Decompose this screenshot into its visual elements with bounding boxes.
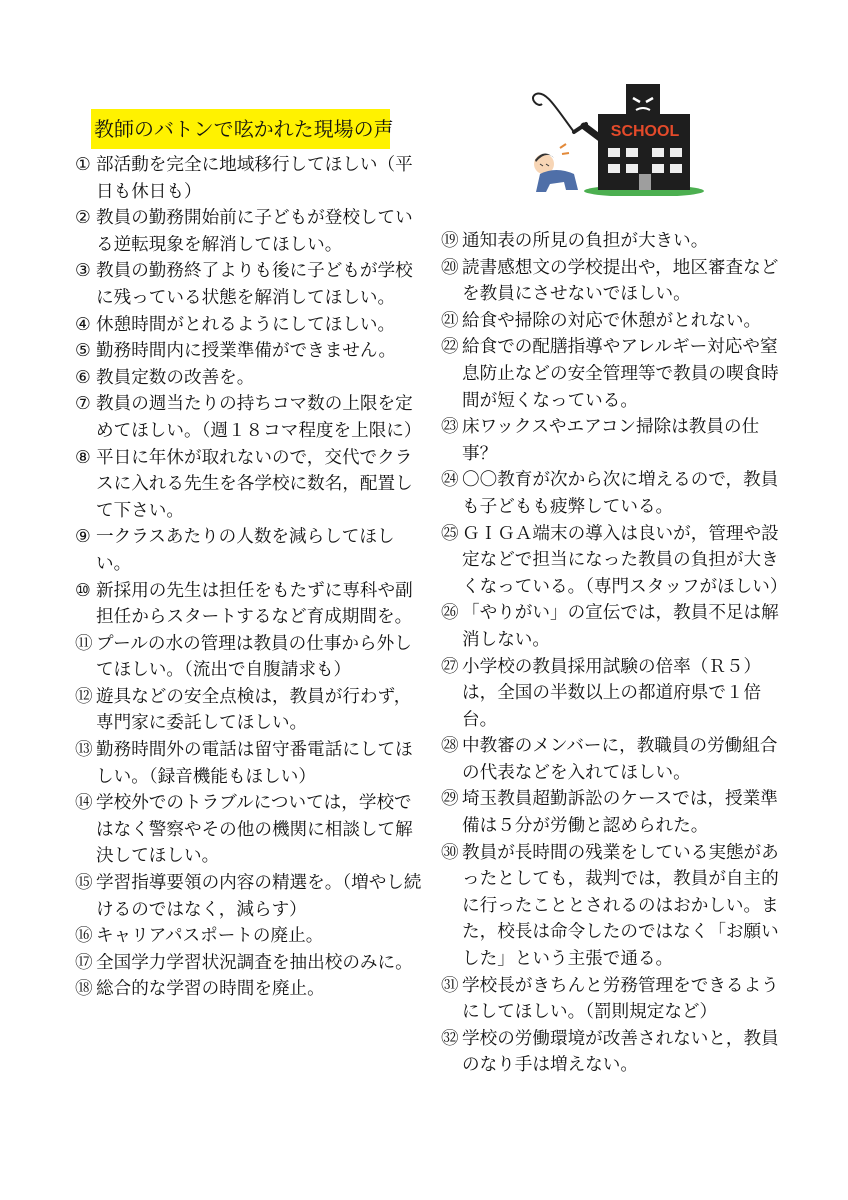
left-column (75, 152, 423, 1003)
list-item (441, 973, 786, 1026)
list-item (75, 338, 423, 365)
item-number: ⑲ (441, 231, 459, 251)
item-number: ㉑ (441, 310, 459, 331)
item-text: 教員定数の改善を。 (96, 367, 255, 388)
item-number: ⑥ (75, 367, 91, 388)
item-number: ㉒ (441, 337, 459, 358)
list-item (441, 334, 786, 414)
item-text: キャリアパスポートの廃止。 (96, 926, 324, 947)
item-number: ⑳ (441, 257, 459, 278)
item-text: 総合的な学習の時間を廃止。 (96, 979, 325, 1000)
item-number: ⑰ (75, 952, 93, 973)
item-number: ⑮ (75, 873, 93, 894)
list-item (441, 654, 786, 734)
item-number: ㉔ (441, 470, 459, 491)
list-item (441, 255, 786, 308)
item-text: 勤務時間外の電話は留守番電話にしてほしい。（録音機能もほしい） (96, 740, 413, 787)
list-item (75, 950, 423, 977)
item-number: ⑯ (75, 926, 93, 947)
list-item (75, 205, 423, 258)
item-number: ⑨ (75, 527, 91, 548)
item-number: ㉖ (441, 603, 459, 624)
list-item (441, 840, 786, 973)
item-text: 学校の労働環境が改善されないと，教員のなり手は増えない。 (462, 1028, 779, 1076)
list-item (75, 870, 423, 923)
item-number: ⑤ (75, 341, 91, 362)
list-item (75, 445, 423, 525)
list-item (75, 737, 423, 790)
item-number: ㉗ (441, 656, 459, 677)
school-sign-text: SCHOOL (610, 123, 680, 140)
item-text: 勤務時間内に授業準備ができません。 (96, 341, 397, 362)
item-number: ④ (75, 314, 91, 335)
list-item (75, 258, 423, 311)
item-text: 休憩時間がとれるようにしてほしい。 (96, 314, 396, 335)
item-text: 通知表の所見の負担が大きい。 (462, 231, 709, 251)
item-text: 小学校の教員採用試験の倍率（Ｒ５）は，全国の半数以上の都道府県で１倍台。 (462, 656, 762, 730)
item-text: 「やりがい」の宣伝では，教員不足は解消しない。 (462, 603, 779, 650)
item-text: 読書感想文の学校提出や，地区審査などを教員にさせないでほしい。 (462, 257, 779, 305)
whip-icon (533, 93, 574, 132)
list-item (75, 312, 423, 339)
item-text: 全国学力学習状況調査を抽出校のみに。 (96, 952, 413, 973)
list-item (441, 521, 786, 601)
item-text: 部活動を完全に地域移行してほしい（平日も休日も） (96, 155, 413, 202)
item-number: ㉜ (441, 1028, 459, 1049)
list-item (75, 976, 423, 1003)
item-text: 遊具などの安全点検は，教員が行わず，専門家に委託してほしい。 (96, 686, 412, 734)
page-title: 教師のバトンで呟かれた現場の声 (91, 109, 390, 149)
item-text: 埼玉教員超勤訴訟のケースでは，授業準備は５分が労働と認められた。 (462, 789, 778, 837)
item-text: ＧＩＧＡ端末の導入は良いが，管理や設定などで担当になった教員の負担が大きくなっている。（専門スタッフがほしい） (462, 523, 788, 597)
item-number: ⑭ (75, 793, 93, 814)
item-text: プールの水の管理は教員の仕事から外してほしい。（流出で自腹請求も） (96, 633, 412, 681)
item-number: ① (75, 155, 91, 175)
item-text: 学校外でのトラブルについては，学校ではなく警察やその他の機関に相談して解決してほしい。 (96, 793, 413, 867)
item-number: ㉘ (441, 736, 459, 757)
item-text: 〇〇教育が次から次に増えるので，教員も子どもも疲弊している。 (462, 470, 779, 517)
item-number: ⑧ (75, 447, 91, 468)
teacher-figure (534, 153, 578, 192)
item-number: ㉕ (441, 523, 459, 544)
item-number: ㉙ (441, 789, 459, 810)
list-item (75, 790, 423, 870)
school-illustration (526, 78, 726, 196)
list-item (75, 365, 423, 392)
item-text: 学校長がきちんと労務管理をできるようにしてほしい。（罰則規定など） (462, 975, 779, 1023)
list-item (441, 1026, 786, 1079)
item-text: 教員が長時間の残業をしている実態があったとしても，裁判では，教員が自主的に行ったこととされるのはおかしい。また，校長は命令したのではなく「お願いした」という主張で通る。 (462, 842, 779, 970)
item-number: ㉚ (441, 842, 459, 863)
item-number: ⑩ (75, 580, 91, 601)
list-item (75, 684, 423, 737)
item-text: 給食や掃除の対応で休憩がとれない。 (462, 310, 762, 331)
list-item (441, 308, 786, 335)
list-item (441, 467, 786, 520)
list-item (75, 578, 423, 631)
item-text: 中教審のメンバーに，教職員の労働組合の代表などを入れてほしい。 (462, 736, 778, 783)
list-item (75, 524, 423, 577)
list-item (441, 786, 786, 839)
item-text: 学習指導要領の内容の精選を。（増やし続けるのではなく，減らす） (96, 873, 422, 920)
list-item (75, 631, 423, 684)
item-text: 床ワックスやエアコン掃除は教員の仕事？ (462, 417, 760, 464)
item-number: ㉓ (441, 417, 459, 438)
school-door (639, 174, 651, 190)
item-number: ⑱ (75, 979, 93, 1000)
item-text: 新採用の先生は担任をもたずに専科や副担任からスタートするなど育成期間を。 (96, 580, 413, 628)
item-text: 教員の勤務終了よりも後に子どもが学校に残っている状態を解消してほしい。 (96, 261, 413, 308)
list-item (75, 152, 423, 205)
item-text: 一クラスあたりの人数を減らしてほしい。 (96, 527, 395, 574)
item-number: ② (75, 208, 91, 229)
item-number: ⑪ (75, 633, 93, 654)
item-text: 教員の勤務開始前に子どもが登校している逆転現象を解消してほしい。 (96, 208, 413, 255)
list-item (75, 923, 423, 950)
item-number: ③ (75, 261, 91, 282)
item-text: 平日に年休が取れないので，交代でクラスに入れる先生を各学校に数名，配置して下さい。 (96, 447, 413, 521)
item-number: ⑬ (75, 740, 93, 761)
list-item (75, 391, 423, 444)
list-item (441, 600, 786, 653)
item-number: ⑫ (75, 686, 93, 707)
item-number: ⑦ (75, 394, 91, 415)
right-column (441, 228, 786, 1079)
list-item (441, 228, 786, 255)
item-text: 教員の週当たりの持ちコマ数の上限を定めてほしい。（週１８コマ程度を上限に） (96, 394, 422, 441)
item-text: 給食での配膳指導やアレルギー対応や窒息防止などの安全管理等で教員の喫食時間が短くなっている。 (462, 337, 779, 411)
list-item (441, 414, 786, 467)
item-number: ㉛ (441, 975, 459, 996)
list-item (441, 733, 786, 786)
